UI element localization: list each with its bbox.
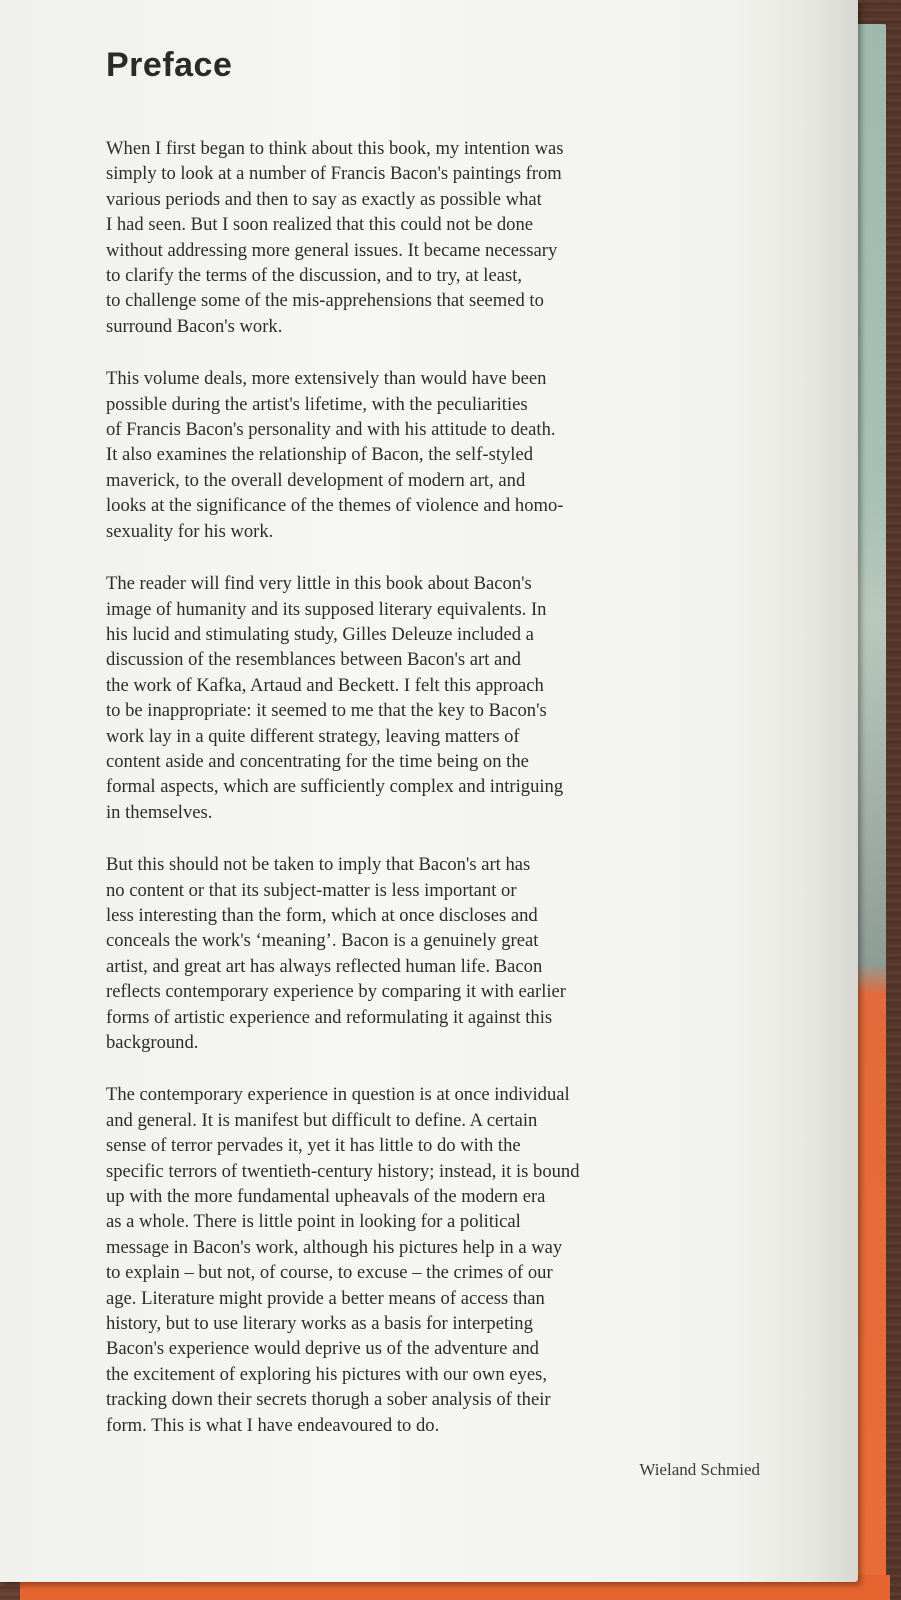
text-line: as a whole. There is little point in looking for a political — [106, 1211, 521, 1233]
text-line: work lay in a quite different strategy, leaving matters of — [106, 725, 520, 747]
text-line: history, but to use literary works as a basis for interpeting — [106, 1313, 533, 1335]
text-line: form. This is what I have endeavoured to do. — [106, 1414, 440, 1436]
text-line: background. — [106, 1032, 199, 1053]
text-line: simply to look at a number of Francis Bacon's paintings from — [106, 163, 562, 185]
preface-body — [106, 136, 756, 1465]
paragraph-2 — [106, 366, 756, 544]
text-line: I had seen. But I soon realized that this could not be done — [106, 214, 534, 236]
paragraph-5 — [106, 1082, 756, 1438]
text-line: of Francis Bacon's personality and with his attitude to death. — [106, 419, 556, 441]
text-line: It also examines the relationship of Bacon, the self-styled — [106, 444, 534, 466]
text-line: less interesting than the form, which at once discloses and — [106, 904, 538, 926]
text-line: This volume deals, more extensively than would have been — [106, 368, 547, 390]
text-line: in themselves. — [106, 801, 213, 823]
text-line: specific terrors of twentieth-century history; instead, it is bound — [106, 1160, 580, 1182]
text-line: the work of Kafka, Artaud and Beckett. I felt this approach — [106, 674, 544, 696]
text-line: The reader will find very little in this book about Bacon's — [106, 573, 532, 595]
text-line: sexuality for his work. — [106, 520, 274, 542]
text-line: reflects contemporary experience by comparing it with earlier — [106, 981, 566, 1003]
text-line: discussion of the resemblances between Bacon's art and — [106, 649, 521, 671]
text-line: sense of terror pervades it, yet it has little to do with the — [106, 1135, 521, 1157]
text-line: surround Bacon's work. — [106, 315, 283, 337]
text-line: his lucid and stimulating study, Gilles Deleuze included a — [106, 623, 534, 645]
paragraph-1 — [106, 136, 756, 339]
text-line: age. Literature might provide a better means of access than — [106, 1287, 545, 1309]
text-line: no content or that its subject-matter is less important or — [106, 879, 517, 901]
text-line: But this should not be taken to imply that Bacon's art has — [106, 854, 531, 876]
text-line: to explain – but not, of course, to excuse – the crimes of our — [106, 1262, 553, 1284]
text-line: without addressing more general issues. It became necessary — [106, 239, 558, 261]
text-line: to be inappropriate: it seemed to me that the key to Bacon's — [106, 700, 547, 722]
text-line: forms of artistic experience and reformulating it against this — [106, 1006, 553, 1028]
text-line: The contemporary experience in question is at once individual — [106, 1084, 570, 1106]
text-line: and general. It is manifest but difficult to define. A certain — [106, 1109, 538, 1131]
text-line: message in Bacon's work, although his pictures help in a way — [106, 1236, 563, 1258]
text-line: artist, and great art has always reflected human life. Bacon — [106, 955, 543, 977]
page-title: Preface — [106, 46, 233, 84]
text-line: tracking down their secrets thorugh a sober analysis of their — [106, 1389, 551, 1411]
text-line: possible during the artist's lifetime, with the peculiarities — [106, 393, 528, 415]
text-line: content aside and concentrating for the time being on the — [106, 750, 529, 772]
page-edge-shadow — [808, 0, 858, 1582]
text-line: up with the more fundamental upheavals of the modern era — [106, 1186, 546, 1208]
text-line: maverick, to the overall development of modern art, and — [106, 469, 526, 491]
text-line: various periods and then to say as exactly as possible what — [106, 188, 542, 210]
author-signature: Wieland Schmied — [639, 1460, 760, 1479]
text-line: looks at the significance of the themes of violence and homo- — [106, 495, 564, 517]
text-line: to challenge some of the mis-apprehensions that seemed to — [106, 290, 544, 312]
text-line: the excitement of exploring his pictures with our own eyes, — [106, 1363, 547, 1385]
text-line: Bacon's experience would deprive us of the adventure and — [106, 1338, 539, 1360]
paragraph-3 — [106, 571, 756, 825]
text-line: formal aspects, which are sufficiently complex and intriguing — [106, 776, 564, 798]
text-line: to clarify the terms of the discussion, and to try, at least, — [106, 265, 523, 287]
paragraph-4 — [106, 852, 756, 1055]
text-line: conceals the work's ‘meaning’. Bacon is a genuinely great — [106, 930, 539, 952]
text-line: When I first began to think about this book, my intention was — [106, 138, 564, 159]
text-line: image of humanity and its supposed literary equivalents. In — [106, 598, 547, 620]
